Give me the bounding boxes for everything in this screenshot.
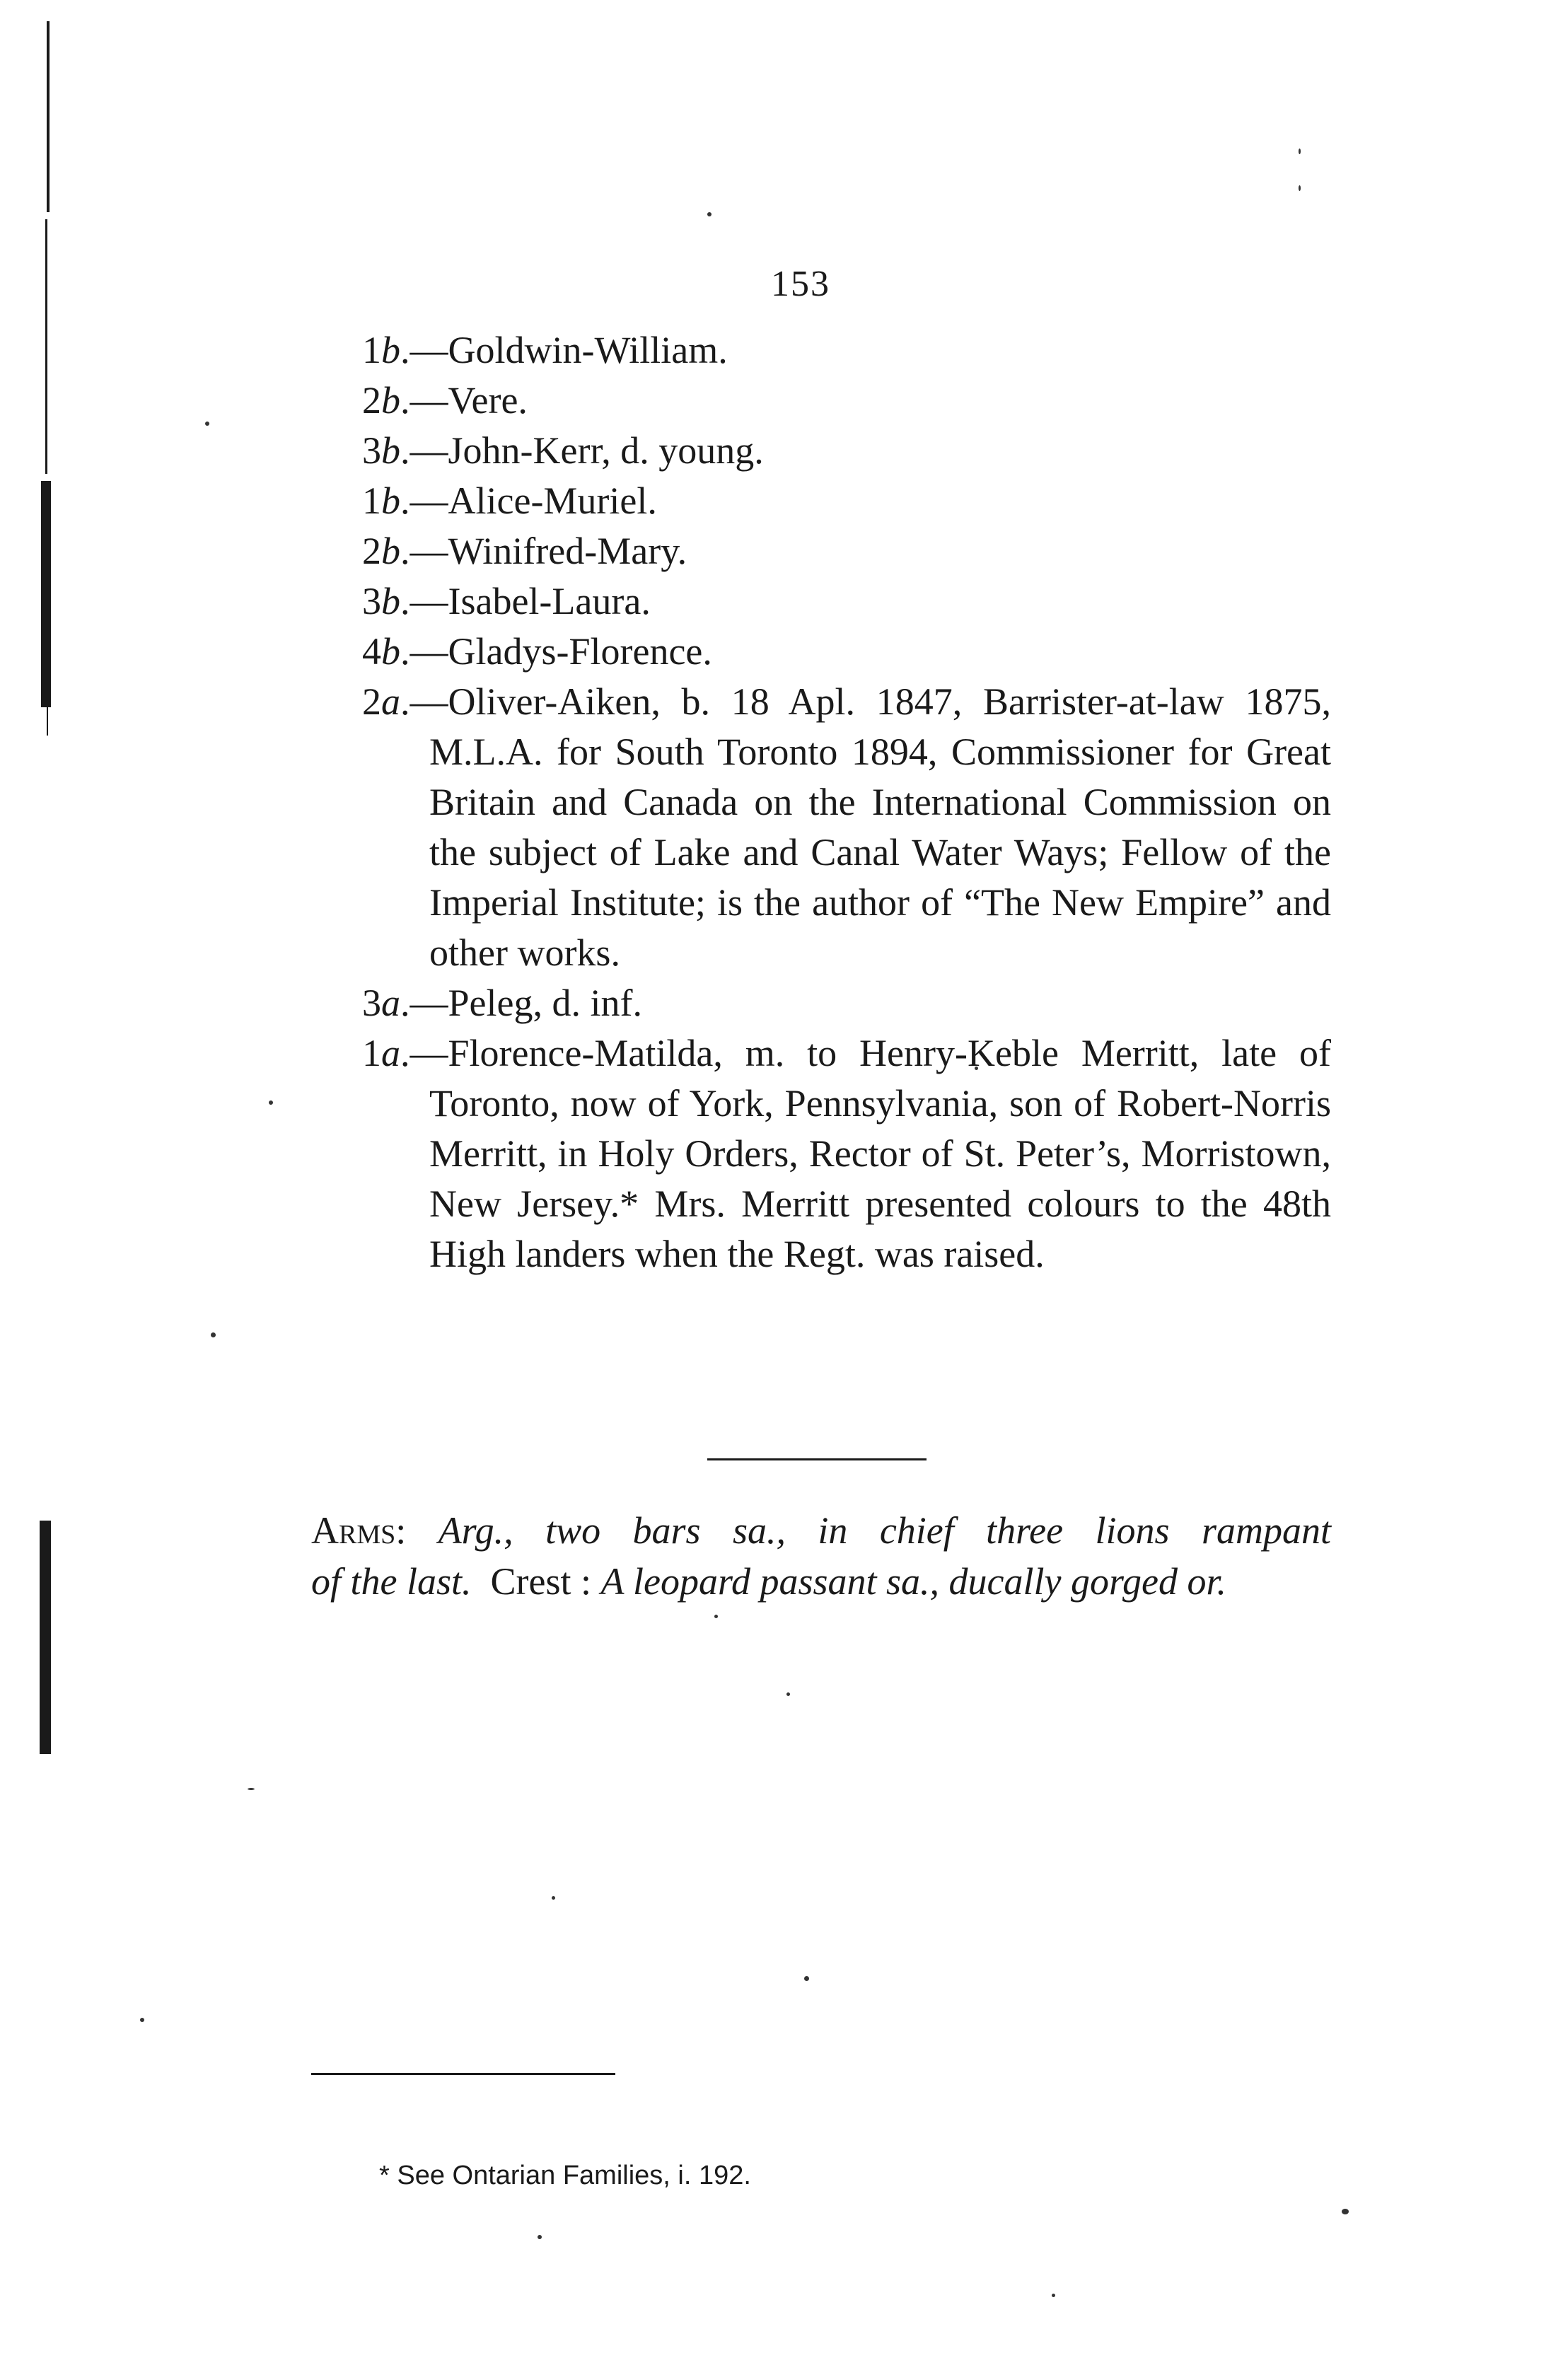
scan-speck xyxy=(140,2018,144,2022)
scan-speck xyxy=(1052,2294,1055,2297)
list-item: 3b.—John-Kerr, d. young. xyxy=(362,429,764,472)
scan-speck xyxy=(1342,2209,1349,2214)
list-item: 2b.—Vere. xyxy=(362,379,528,422)
list-item: 3b.—Isabel-Laura. xyxy=(362,580,651,622)
scan-speck xyxy=(804,1976,809,1981)
scan-speck xyxy=(211,1332,216,1337)
section-divider xyxy=(707,1458,927,1460)
page-number: 153 xyxy=(771,264,830,304)
arms-blazon-line1: Arg., two bars sa., in chief three lions rampant xyxy=(438,1509,1331,1552)
crest-label: Crest : xyxy=(490,1560,591,1603)
list-item: 2b.—Winifred-Mary. xyxy=(362,530,687,572)
list-item: 1b.—Alice-Muriel. xyxy=(362,480,657,522)
scan-speck xyxy=(707,212,712,216)
arms-label: Arms xyxy=(311,1509,396,1552)
crest-text: A leopard passant sa., ducally gorged or. xyxy=(600,1560,1226,1603)
list-item: 1b.—Goldwin-William. xyxy=(362,329,728,371)
scan-speck xyxy=(1299,185,1301,191)
binding-edge xyxy=(47,707,48,736)
arms-blazon-line2: of the last. xyxy=(311,1560,472,1603)
binding-edge xyxy=(47,21,50,212)
list-item: 1a.—Florence-Matilda, m. to Henry-Keble Merritt, late of Toronto, now of York, Pennsylvania, son of Robert-Norris Merritt, in Holy Orders, Rector of St. Peter’s, Morristown, New Jersey.* Mrs. Merritt presented colours to the 48th High landers when the Regt. was raised. xyxy=(362,1032,1331,1275)
footnote-rule xyxy=(311,2073,615,2075)
binding-edge xyxy=(45,219,47,474)
binding-edge xyxy=(41,481,51,707)
list-item: 2a.—Oliver-Aiken, b. 18 Apl. 1847, Barrister-at-law 1875, M.L.A. for South Toronto 1894, Commissioner for Great Britain and Canada on the International Commission on the subject of Lake and Canal Water Ways; Fellow of the Imperial Institute; is the author of “The New Empire” and other works. xyxy=(362,680,1331,974)
scan-speck xyxy=(552,1896,555,1900)
scan-speck xyxy=(205,422,209,426)
scan-speck xyxy=(538,2235,542,2239)
genealogy-entries xyxy=(362,325,1331,1279)
list-item: 4b.—Gladys-Florence. xyxy=(362,630,712,673)
scan-speck xyxy=(248,1788,255,1790)
scan-speck xyxy=(1299,149,1301,154)
footnote: * See Ontarian Families, i. 192. xyxy=(379,2161,751,2190)
list-item: 3a.—Peleg, d. inf. xyxy=(362,982,642,1024)
arms-blazon: Arms: Arg., two bars sa., in chief three lions rampant xyxy=(311,1509,1331,1552)
scan-speck xyxy=(786,1692,790,1696)
arms-crest xyxy=(311,1556,1331,1607)
scan-speck xyxy=(269,1100,273,1105)
binding-edge xyxy=(40,1521,51,1754)
scan-speck xyxy=(714,1615,718,1618)
